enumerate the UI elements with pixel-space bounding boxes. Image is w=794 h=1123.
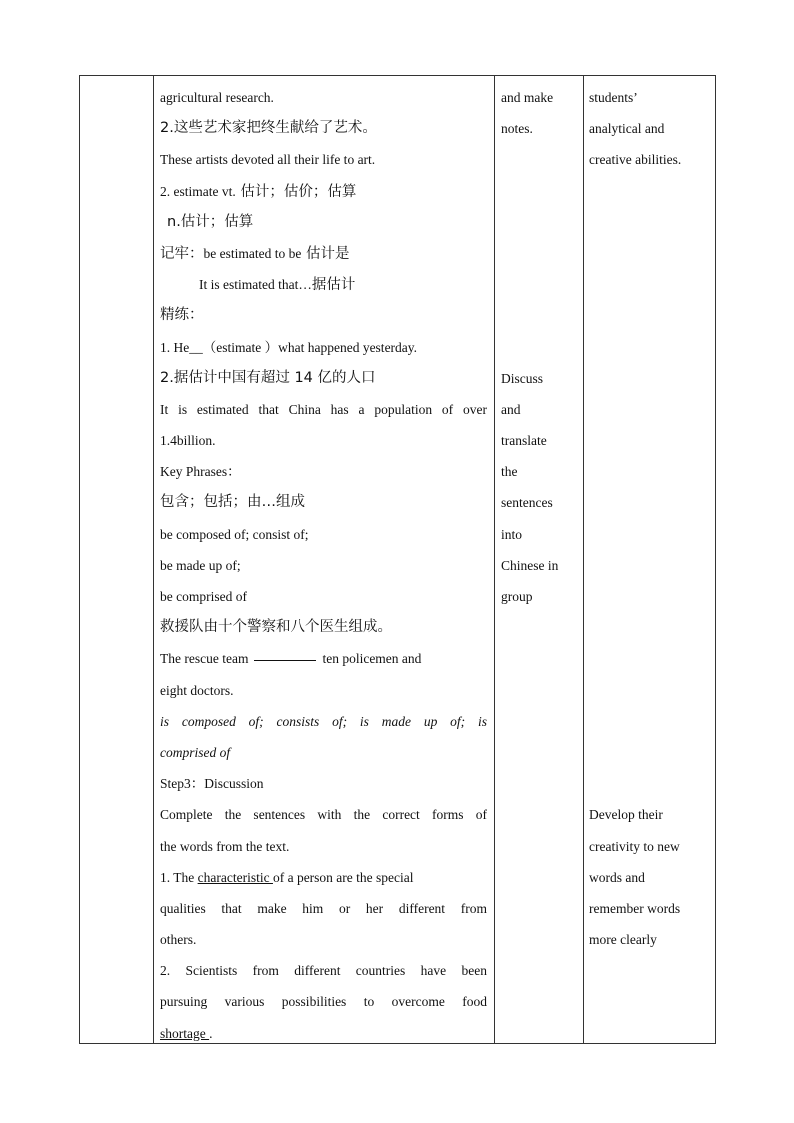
activity-line: and [501, 401, 521, 417]
exercise-line: 2.据估计中国有超过 14 亿的人口 [160, 369, 376, 386]
purpose-line: analytical and [589, 121, 665, 137]
exercise-line [160, 862, 487, 893]
content-text: 据估计 [311, 277, 356, 294]
activity-line: translate [501, 433, 547, 449]
content-line: eight doctors. [160, 682, 234, 698]
underlined-answer: characteristic [197, 869, 273, 885]
content-line [160, 269, 487, 300]
content-line: the words from the text. [160, 838, 290, 854]
content-line: be composed of; consist of; [160, 526, 309, 542]
content-line: be comprised of [160, 589, 247, 604]
content-text: . [209, 1025, 213, 1041]
activity-line: Chinese in [501, 557, 559, 573]
purpose-line: students’ [589, 90, 638, 105]
content-line: These artists devoted all their life to art. [160, 152, 376, 168]
activity-line: Discuss [501, 370, 544, 386]
content-text: The rescue team [160, 651, 249, 667]
content-line: be made up of; [160, 557, 241, 573]
purpose-line: Develop their [589, 807, 663, 823]
exercise-line: 1. He__（estimate ）what happened yesterday. [160, 339, 418, 355]
content-line: n.估计；估算 [167, 213, 254, 230]
section-heading: Step3：Discussion [160, 776, 264, 792]
activity-line: notes. [501, 121, 533, 137]
activity-line: group [501, 589, 533, 604]
activity-line: sentences [501, 495, 553, 511]
content-line: others. [160, 932, 197, 948]
content-text: 估计；估价；估算 [235, 183, 357, 200]
content-line [160, 238, 487, 269]
content-text: of a person are the special [272, 869, 414, 885]
content-line: pursuing various possibilities to overcome food [160, 994, 487, 1010]
underlined-answer: shortage [160, 1025, 210, 1041]
content-line: 包含；包括；由…组成 [160, 494, 305, 511]
purpose-line: creativity to new [589, 838, 680, 854]
exercise-line [160, 643, 487, 674]
content-text: be estimated to be [203, 245, 302, 261]
activity-line: the [501, 464, 518, 480]
purpose-line: creative abilities. [589, 152, 682, 168]
content-text: 1. The [160, 869, 198, 885]
answer-blank [254, 659, 316, 661]
content-text: 估计是 [301, 245, 350, 262]
lesson-plan-table [79, 75, 716, 1044]
content-line: It is estimated that China has a population of over [160, 401, 487, 417]
answer-line: is composed of; consists of; is made up of; is [160, 713, 487, 729]
content-line: agricultural research. [160, 90, 274, 105]
content-line: 精练： [160, 307, 204, 324]
content-line [160, 176, 487, 207]
section-heading: Key Phrases： [160, 464, 241, 480]
content-line: 2.这些艺术家把终生献给了艺术。 [160, 120, 377, 137]
content-text: 2. estimate vt. [160, 183, 236, 199]
purpose-line: words and [589, 869, 645, 885]
answer-line: comprised of [160, 744, 231, 760]
teaching-content-column [153, 76, 494, 1043]
content-line: qualities that make him or her different from [160, 900, 487, 916]
activity-line: into [501, 526, 523, 542]
content-text: It is estimated that… [199, 277, 312, 293]
content-text: ten policemen and [322, 651, 422, 667]
content-text: 记牢： [160, 245, 204, 262]
content-line: 救援队由十个警察和八个医生组成。 [160, 619, 392, 636]
purpose-line: remember words [589, 900, 681, 916]
teaching-purpose-column [583, 76, 716, 1043]
content-line: 2. Scientists from different countries have been [160, 963, 487, 979]
exercise-line [160, 1018, 487, 1049]
activity-line: and make [501, 90, 554, 105]
purpose-line: more clearly [589, 932, 657, 948]
content-line: Complete the sentences with the correct forms of [160, 807, 487, 823]
content-line: 1.4billion. [160, 433, 216, 449]
student-activity-column [494, 76, 583, 1043]
